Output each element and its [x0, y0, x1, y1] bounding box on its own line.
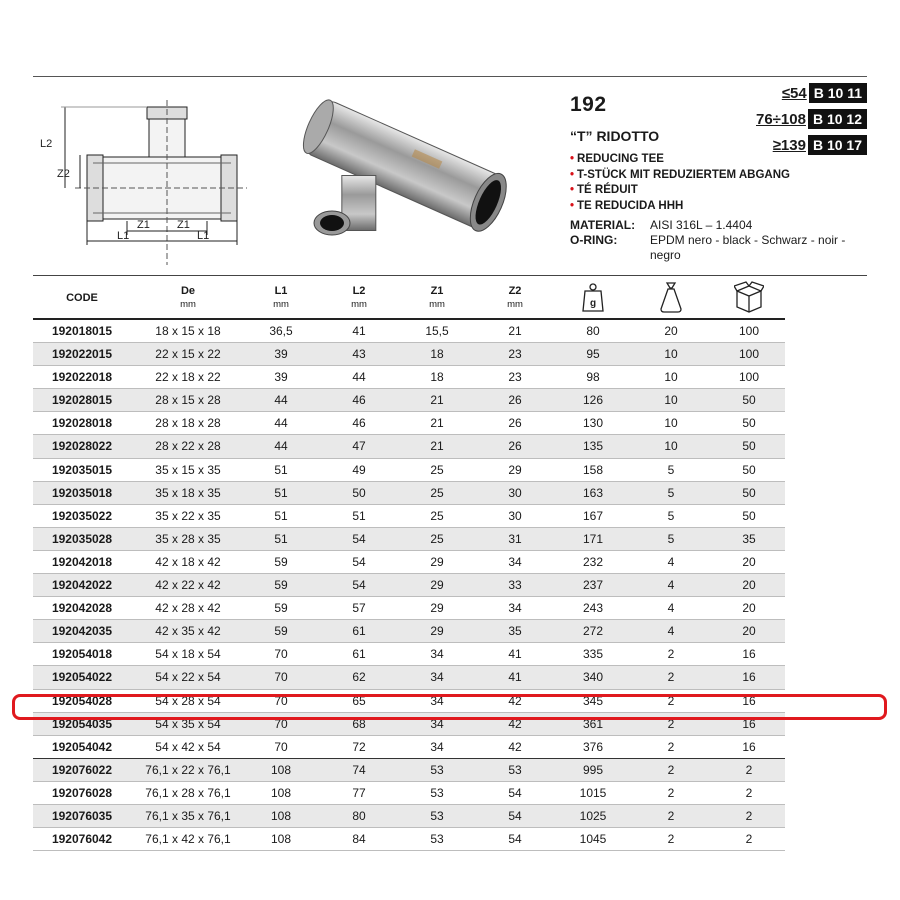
- table-row: [33, 366, 785, 389]
- product-name-de: • T-STÜCK MIT REDUZIERTEM ABGANG: [570, 168, 790, 184]
- bag-icon: [659, 281, 683, 313]
- table-cell: 51: [274, 508, 288, 523]
- table-cell: 2: [667, 832, 675, 847]
- oring-value: EPDM nero - black - Schwarz - noir - negro: [650, 233, 846, 262]
- table-cell: 100: [738, 347, 760, 362]
- table-header: [33, 278, 785, 320]
- table-cell: 68: [352, 716, 366, 731]
- table-cell: 59: [274, 601, 288, 616]
- table-cell: 28 x 22 x 28: [155, 439, 221, 454]
- table-cell: 18 x 15 x 18: [155, 324, 221, 338]
- table-cell: 76,1 x 22 x 76,1: [145, 762, 231, 777]
- table-cell: 16: [742, 693, 756, 708]
- table-cell: 1045: [579, 832, 607, 847]
- table-cell: 54: [352, 554, 366, 569]
- weight-g-icon: [581, 281, 605, 313]
- table-cell: 29: [430, 578, 444, 593]
- table-cell: 34: [430, 716, 444, 731]
- table-cell: 26: [508, 439, 522, 454]
- table-cell: 35: [742, 531, 756, 546]
- material-value: AISI 316L – 1.4404: [650, 218, 753, 232]
- table-cell: 34: [430, 693, 444, 708]
- table-cell: 44: [274, 416, 288, 431]
- col-header-code: CODE: [66, 291, 98, 304]
- table-cell: 34: [508, 554, 522, 569]
- table-cell: 42: [508, 693, 522, 708]
- table-cell: 30: [508, 485, 522, 500]
- product-subtitle: “T” RIDOTTO: [570, 128, 660, 144]
- table-cell: 4: [667, 554, 675, 569]
- table-cell: 192035018: [51, 485, 113, 500]
- table-cell: 5: [667, 508, 675, 523]
- table-cell: 376: [582, 739, 604, 754]
- table-cell: 25: [430, 508, 444, 523]
- table-row: [33, 666, 785, 689]
- table-cell: 10: [664, 393, 678, 408]
- table-cell: 4: [667, 578, 675, 593]
- table-cell: 18: [430, 347, 444, 362]
- table-cell: 29: [430, 554, 444, 569]
- table-cell: 192042028: [51, 601, 113, 616]
- table-cell: 42 x 35 x 42: [155, 624, 221, 639]
- table-cell: 28 x 18 x 28: [155, 416, 221, 431]
- table-cell: 361: [582, 716, 604, 731]
- table-cell: 72: [352, 739, 366, 754]
- badge-row: [756, 133, 867, 157]
- table-cell: 53: [430, 762, 444, 777]
- table-cell: 57: [352, 601, 366, 616]
- table-cell: 39: [274, 370, 288, 385]
- table-cell: 54 x 18 x 54: [155, 647, 221, 662]
- table-cell: 54: [352, 531, 366, 546]
- table-cell: 59: [274, 578, 288, 593]
- table-cell: 23: [508, 370, 522, 385]
- table-cell: 130: [582, 416, 604, 431]
- table-cell: 35 x 15 x 35: [155, 462, 221, 477]
- table-cell: 100: [738, 370, 760, 385]
- table-cell: 20: [742, 601, 756, 616]
- section-rule: [33, 275, 867, 276]
- table-cell: 171: [582, 531, 604, 546]
- table-cell: 20: [742, 624, 756, 639]
- table-cell: 192054018: [51, 647, 113, 662]
- table-row: [33, 412, 785, 435]
- table-cell: 2: [745, 832, 753, 847]
- table-cell: 28 x 15 x 28: [155, 393, 221, 408]
- product-name-fr: • TÉ RÉDUIT: [570, 183, 790, 199]
- badge-code: B 10 17: [808, 135, 867, 155]
- table-cell: 59: [274, 624, 288, 639]
- table-cell: 76,1 x 35 x 76,1: [145, 808, 231, 823]
- table-cell: 163: [582, 485, 604, 500]
- table-row: [33, 482, 785, 505]
- table-cell: 16: [742, 670, 756, 685]
- table-cell: 51: [274, 462, 288, 477]
- table-cell: 80: [586, 324, 600, 338]
- table-row: [33, 459, 785, 482]
- badge-range: 76÷108: [756, 110, 806, 128]
- table-row: [33, 343, 785, 366]
- table-cell: 84: [352, 832, 366, 847]
- table-cell: 21: [430, 439, 444, 454]
- table-cell: 26: [508, 416, 522, 431]
- table-row: [33, 736, 785, 759]
- table-cell: 2: [745, 762, 753, 777]
- table-cell: 76,1 x 42 x 76,1: [145, 832, 231, 847]
- table-cell: 21: [508, 324, 522, 338]
- table-row: [33, 828, 785, 851]
- table-cell: 53: [430, 785, 444, 800]
- table-cell: 50: [742, 508, 756, 523]
- product-names: [570, 152, 790, 214]
- table-cell: 108: [270, 808, 292, 823]
- table-cell: 44: [274, 393, 288, 408]
- table-cell: 10: [664, 370, 678, 385]
- table-cell: 20: [742, 578, 756, 593]
- table-row: [33, 528, 785, 551]
- table-cell: 47: [352, 439, 366, 454]
- table-cell: 42 x 28 x 42: [155, 601, 221, 616]
- table-cell: 70: [274, 670, 288, 685]
- dim-z1-left-label: Z1: [137, 219, 150, 231]
- table-cell: 192076042: [51, 832, 113, 847]
- table-cell: 15,5: [425, 324, 449, 338]
- table-cell: 192054028: [51, 693, 113, 708]
- col-header-de: De mm: [180, 285, 196, 310]
- table-cell: 43: [352, 347, 366, 362]
- table-cell: 4: [667, 601, 675, 616]
- table-cell: 41: [508, 647, 522, 662]
- table-cell: 54: [508, 808, 522, 823]
- table-cell: 31: [508, 531, 522, 546]
- table-cell: 41: [352, 324, 366, 338]
- table-row: [33, 620, 785, 643]
- table-cell: 20: [742, 554, 756, 569]
- table-cell: 335: [582, 647, 604, 662]
- col-header-l1: L1 mm: [273, 285, 289, 310]
- table-cell: 192022015: [51, 347, 113, 362]
- table-cell: 53: [508, 762, 522, 777]
- badge-range: ≤54: [781, 84, 807, 102]
- table-row: [33, 597, 785, 620]
- table-cell: 2: [667, 693, 675, 708]
- table-cell: 95: [586, 347, 600, 362]
- table-row: [33, 505, 785, 528]
- table-cell: 1015: [579, 785, 607, 800]
- badge-row: [756, 107, 867, 131]
- table-cell: 345: [582, 693, 604, 708]
- technical-drawing: [35, 95, 260, 265]
- table-cell: 70: [274, 693, 288, 708]
- table-cell: 98: [586, 370, 600, 385]
- table-cell: 192054035: [51, 716, 113, 731]
- table-cell: 42 x 18 x 42: [155, 554, 221, 569]
- table-cell: 70: [274, 647, 288, 662]
- table-cell: 2: [667, 739, 675, 754]
- table-cell: 21: [430, 416, 444, 431]
- table-cell: 2: [667, 716, 675, 731]
- table-cell: 192028022: [51, 439, 113, 454]
- table-cell: 16: [742, 647, 756, 662]
- table-cell: 192076022: [51, 762, 113, 777]
- table-cell: 80: [352, 808, 366, 823]
- table-cell: 49: [352, 462, 366, 477]
- table-cell: 5: [667, 462, 675, 477]
- table-cell: 53: [430, 808, 444, 823]
- table-cell: 192035028: [51, 531, 113, 546]
- table-cell: 34: [430, 739, 444, 754]
- table-row: [33, 643, 785, 666]
- table-cell: 192028018: [51, 416, 113, 431]
- table-cell: 192035015: [51, 462, 113, 477]
- table-row: [33, 435, 785, 458]
- table-cell: 18: [430, 370, 444, 385]
- table-cell: 126: [582, 393, 604, 408]
- table-cell: 108: [270, 762, 292, 777]
- col-header-l2: L2 mm: [351, 285, 367, 310]
- product-photo: [290, 95, 515, 255]
- table-cell: 2: [667, 670, 675, 685]
- table-cell: 158: [582, 462, 604, 477]
- table-cell: 46: [352, 393, 366, 408]
- badge-code: B 10 12: [808, 109, 867, 129]
- box-icon: [734, 281, 764, 313]
- dim-z1-right-label: Z1: [177, 219, 190, 231]
- table-cell: 61: [352, 624, 366, 639]
- table-cell: 10: [664, 347, 678, 362]
- table-cell: 50: [352, 485, 366, 500]
- table-cell: 167: [582, 508, 604, 523]
- table-cell: 29: [430, 624, 444, 639]
- table-cell: 22 x 18 x 22: [155, 370, 221, 385]
- table-cell: 340: [582, 670, 604, 685]
- table-cell: 2: [667, 762, 675, 777]
- dim-z2-label: Z2: [57, 168, 70, 180]
- table-cell: 237: [582, 578, 604, 593]
- table-cell: 243: [582, 601, 604, 616]
- table-cell: 108: [270, 832, 292, 847]
- table-cell: 50: [742, 462, 756, 477]
- table-cell: 44: [352, 370, 366, 385]
- dim-l1-left-label: L1: [117, 230, 130, 242]
- table-cell: 50: [742, 393, 756, 408]
- table-row: [33, 782, 785, 805]
- table-cell: 54 x 22 x 54: [155, 670, 221, 685]
- table-cell: 33: [508, 578, 522, 593]
- table-cell: 42: [508, 716, 522, 731]
- table-cell: 54: [508, 785, 522, 800]
- table-cell: 192076035: [51, 808, 113, 823]
- table-cell: 4: [667, 624, 675, 639]
- product-name-en: • REDUCING TEE: [570, 152, 790, 168]
- table-cell: 108: [270, 785, 292, 800]
- highlight-outline: [12, 694, 887, 720]
- table-cell: 44: [274, 439, 288, 454]
- table-cell: 2: [667, 647, 675, 662]
- table-row: [33, 759, 785, 782]
- data-table: [33, 320, 785, 851]
- table-cell: 10: [664, 439, 678, 454]
- table-cell: 34: [430, 670, 444, 685]
- badge-code: B 10 11: [809, 83, 867, 103]
- table-cell: 29: [430, 601, 444, 616]
- table-cell: 192028015: [51, 393, 113, 408]
- table-cell: 34: [430, 647, 444, 662]
- table-cell: 23: [508, 347, 522, 362]
- table-cell: 5: [667, 485, 675, 500]
- table-cell: 51: [274, 531, 288, 546]
- table-cell: 2: [745, 785, 753, 800]
- table-cell: 50: [742, 439, 756, 454]
- product-name-es: • TE REDUCIDA HHH: [570, 199, 790, 215]
- table-cell: 42 x 22 x 42: [155, 578, 221, 593]
- table-cell: 61: [352, 647, 366, 662]
- table-cell: 25: [430, 462, 444, 477]
- table-cell: 51: [274, 485, 288, 500]
- table-cell: 50: [742, 416, 756, 431]
- table-cell: 77: [352, 785, 366, 800]
- table-cell: 135: [582, 439, 604, 454]
- table-cell: 65: [352, 693, 366, 708]
- table-cell: 30: [508, 508, 522, 523]
- table-cell: 70: [274, 716, 288, 731]
- table-cell: 35 x 18 x 35: [155, 485, 221, 500]
- dim-l1-right-label: L1: [197, 230, 210, 242]
- table-cell: 5: [667, 531, 675, 546]
- dim-l2-label: L2: [40, 138, 53, 150]
- table-cell: 192018015: [51, 324, 113, 338]
- table-cell: 62: [352, 670, 366, 685]
- table-cell: 54 x 35 x 54: [155, 716, 221, 731]
- table-row: [33, 551, 785, 574]
- table-cell: 53: [430, 832, 444, 847]
- table-cell: 100: [738, 324, 760, 338]
- col-header-z2: Z2 mm: [507, 285, 523, 310]
- table-cell: 192022018: [51, 370, 113, 385]
- table-cell: 54: [352, 578, 366, 593]
- series-code: 192: [570, 93, 607, 116]
- table-cell: 35: [508, 624, 522, 639]
- table-cell: 2: [745, 808, 753, 823]
- table-cell: 272: [582, 624, 604, 639]
- table-cell: 54 x 28 x 54: [155, 693, 221, 708]
- table-cell: 20: [664, 324, 678, 338]
- top-rule: [33, 76, 867, 77]
- table-cell: 192042022: [51, 578, 113, 593]
- material-label: MATERIAL:: [570, 218, 636, 232]
- table-row: [33, 389, 785, 412]
- table-cell: 39: [274, 347, 288, 362]
- table-cell: 76,1 x 28 x 76,1: [145, 785, 231, 800]
- badge-row: [756, 81, 867, 105]
- table-row: [33, 320, 785, 343]
- table-cell: 2: [667, 785, 675, 800]
- table-cell: 2: [667, 808, 675, 823]
- table-cell: 35 x 22 x 35: [155, 508, 221, 523]
- size-badges: [756, 81, 867, 159]
- table-cell: 21: [430, 393, 444, 408]
- col-header-z1: Z1 mm: [429, 285, 445, 310]
- table-row: [33, 574, 785, 597]
- table-cell: 192054022: [51, 670, 113, 685]
- table-cell: 36,5: [269, 324, 293, 338]
- table-cell: 46: [352, 416, 366, 431]
- table-cell: 25: [430, 531, 444, 546]
- table-cell: 995: [582, 762, 604, 777]
- table-cell: 51: [352, 508, 366, 523]
- table-cell: 232: [582, 554, 604, 569]
- table-cell: 192042035: [51, 624, 113, 639]
- table-cell: 70: [274, 739, 288, 754]
- table-cell: 35 x 28 x 35: [155, 531, 221, 546]
- table-cell: 54: [508, 832, 522, 847]
- table-cell: 10: [664, 416, 678, 431]
- table-cell: 16: [742, 716, 756, 731]
- table-cell: 16: [742, 739, 756, 754]
- table-cell: 50: [742, 485, 756, 500]
- table-cell: 41: [508, 670, 522, 685]
- badge-range: ≥139: [772, 136, 806, 154]
- table-cell: 34: [508, 601, 522, 616]
- table-cell: 59: [274, 554, 288, 569]
- table-cell: 54 x 42 x 54: [155, 739, 221, 754]
- oring-label: O-RING:: [570, 233, 618, 247]
- table-cell: 42: [508, 739, 522, 754]
- table-cell: 22 x 15 x 22: [155, 347, 221, 362]
- table-cell: 29: [508, 462, 522, 477]
- table-cell: 192054042: [51, 739, 113, 754]
- table-cell: 74: [352, 762, 366, 777]
- table-cell: 192035022: [51, 508, 113, 523]
- table-cell: 192042018: [51, 554, 113, 569]
- table-cell: 192076028: [51, 785, 113, 800]
- table-row: [33, 805, 785, 828]
- table-cell: 25: [430, 485, 444, 500]
- table-cell: 26: [508, 393, 522, 408]
- table-cell: 1025: [579, 808, 607, 823]
- weight-unit: g: [589, 298, 597, 309]
